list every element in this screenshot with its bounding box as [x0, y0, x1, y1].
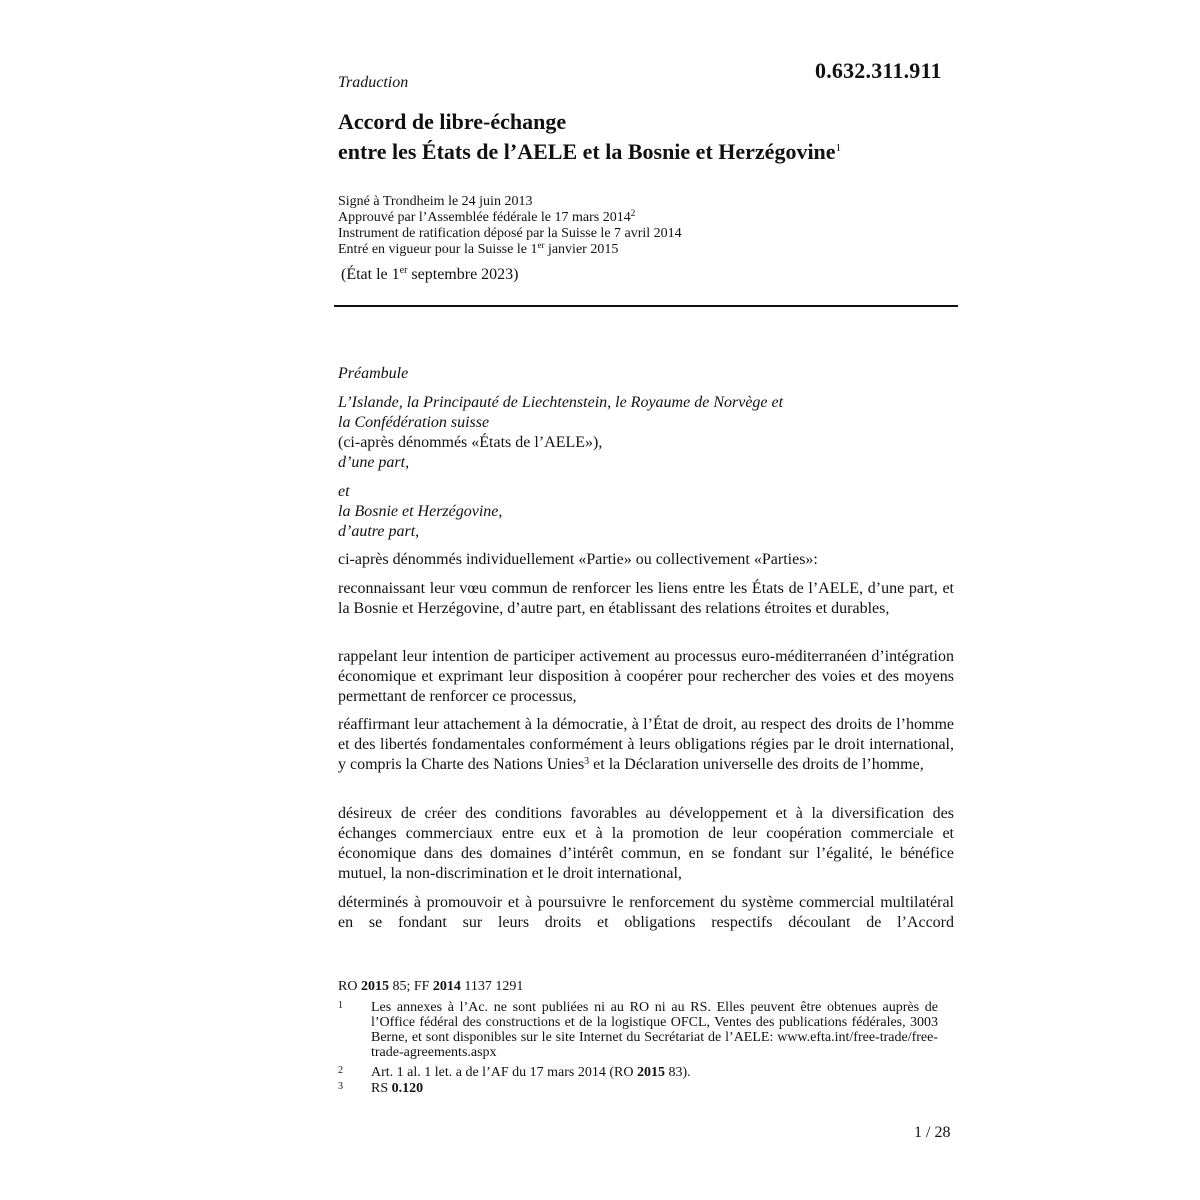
in-force-line: Entré en vigueur pour la Suisse le 1er janvier 2015: [338, 240, 619, 257]
ro-reference: RO 2015 85; FF 2014 1137 1291: [338, 979, 524, 994]
footnote-ref-1[interactable]: 1: [835, 142, 842, 154]
parties-line-1: L’Islande, la Principauté de Liechtenstein, le Royaume de Norvège et: [338, 394, 784, 411]
title-line-2: entre les États de l’AELE et la Bosnie et Herzégovine$^1$: [338, 139, 842, 164]
signed-line: Signé à Trondheim le 24 juin 2013: [338, 194, 533, 209]
rs-number: 0.632.311.911: [815, 58, 942, 83]
approved-line: Approuvé par l’Assemblée fédérale le 17 mars 2014$^2$: [338, 208, 636, 225]
translation-label: Traduction: [338, 74, 409, 91]
bih-line: la Bosnie et Herzégovine,: [338, 503, 503, 520]
preamble-paragraph-5: déterminés à promouvoir et à poursuivre le renforcement du système commercial multilatéral en se fondant sur leurs droits et obligations respectifs découlant de l’Accord: [338, 894, 954, 931]
parties-line-2: la Confédération suisse: [338, 414, 490, 431]
preamble-paragraph-3: réaffirmant leur attachement à la démocratie, à l’État de droit, au respect des droits de l’homme et des libertés fondamentales conformément à leurs obligations régies par le droit international, y compris la Charte des Nations Unies$^3$ et la Déclaration universelle des droits de l’homme,: [338, 716, 954, 773]
metadata-block: [338, 194, 682, 258]
parties-block: [338, 393, 954, 473]
one-part: d’une part,: [338, 454, 410, 471]
footnote-3-number: 3: [338, 1081, 343, 1092]
header-divider: [334, 305, 958, 307]
footnote-ref-3[interactable]: 3: [584, 756, 590, 767]
footnote-ref-2[interactable]: 2: [630, 208, 636, 218]
preamble-paragraph-1: reconnaissant leur vœu commun de renforcer les liens entre les États de l’AELE, d’une part, et la Bosnie et Herzégovine, d’autre part, en établissant des relations étroites et durables,: [338, 580, 954, 617]
other-party-block: [338, 482, 954, 542]
footnote-2-number: 2: [338, 1065, 343, 1076]
footnote-3: 3 RS 0.120: [338, 1081, 424, 1096]
footnote-1-text: Les annexes à l’Ac. ne sont publiées ni au RO ni au RS. Elles peuvent être obtenues auprès de l’Office fédéral des constructions et de la logistique OFCL, Ventes des publications fédérales, 3003 Berne, et sont disponibles sur le site Internet du Secrétariat de l’AELE: www.efta.int/free-trade/free-trade-agreements.aspx: [371, 1000, 938, 1060]
collective-designation: ci-après dénommés individuellement «Partie» ou collectivement «Parties»:: [338, 551, 818, 568]
page-number: 1 / 28: [914, 1124, 951, 1141]
footnote-1: [338, 1000, 938, 1060]
preamble-paragraph-2: rappelant leur intention de participer activement au processus euro-méditerranéen d’intégration économique et exprimant leur disposition à coopérer pour rechercher des voies et des moyens permettant de renforcer ce processus,: [338, 648, 954, 705]
state-date: (État le 1er septembre 2023): [341, 265, 519, 283]
document-title: [338, 109, 841, 165]
footnote-1-number: 1: [338, 1000, 343, 1011]
instrument-line: Instrument de ratification déposé par la Suisse le 7 avril 2014: [338, 226, 682, 241]
aele-definition: (ci-après dénommés «États de l’AELE»),: [338, 434, 603, 451]
title-line-1: Accord de libre-échange: [338, 109, 567, 134]
other-part: d’autre part,: [338, 523, 420, 540]
footnote-2: 2 Art. 1 al. 1 let. a de l’AF du 17 mars 2014 (RO 2015 83).: [338, 1065, 691, 1080]
preamble-paragraph-4: désireux de créer des conditions favorables au développement et à la diversification des échanges commerciaux entre eux et à la promotion de leur coopération commerciale et économique dans des domaines d’intérêt commun, en se fondant sur l’égalité, le bénéfice mutuel, la non-discrimination et le droit international,: [338, 805, 954, 882]
preamble-heading: Préambule: [338, 365, 409, 382]
et-conjunction: et: [338, 483, 350, 500]
